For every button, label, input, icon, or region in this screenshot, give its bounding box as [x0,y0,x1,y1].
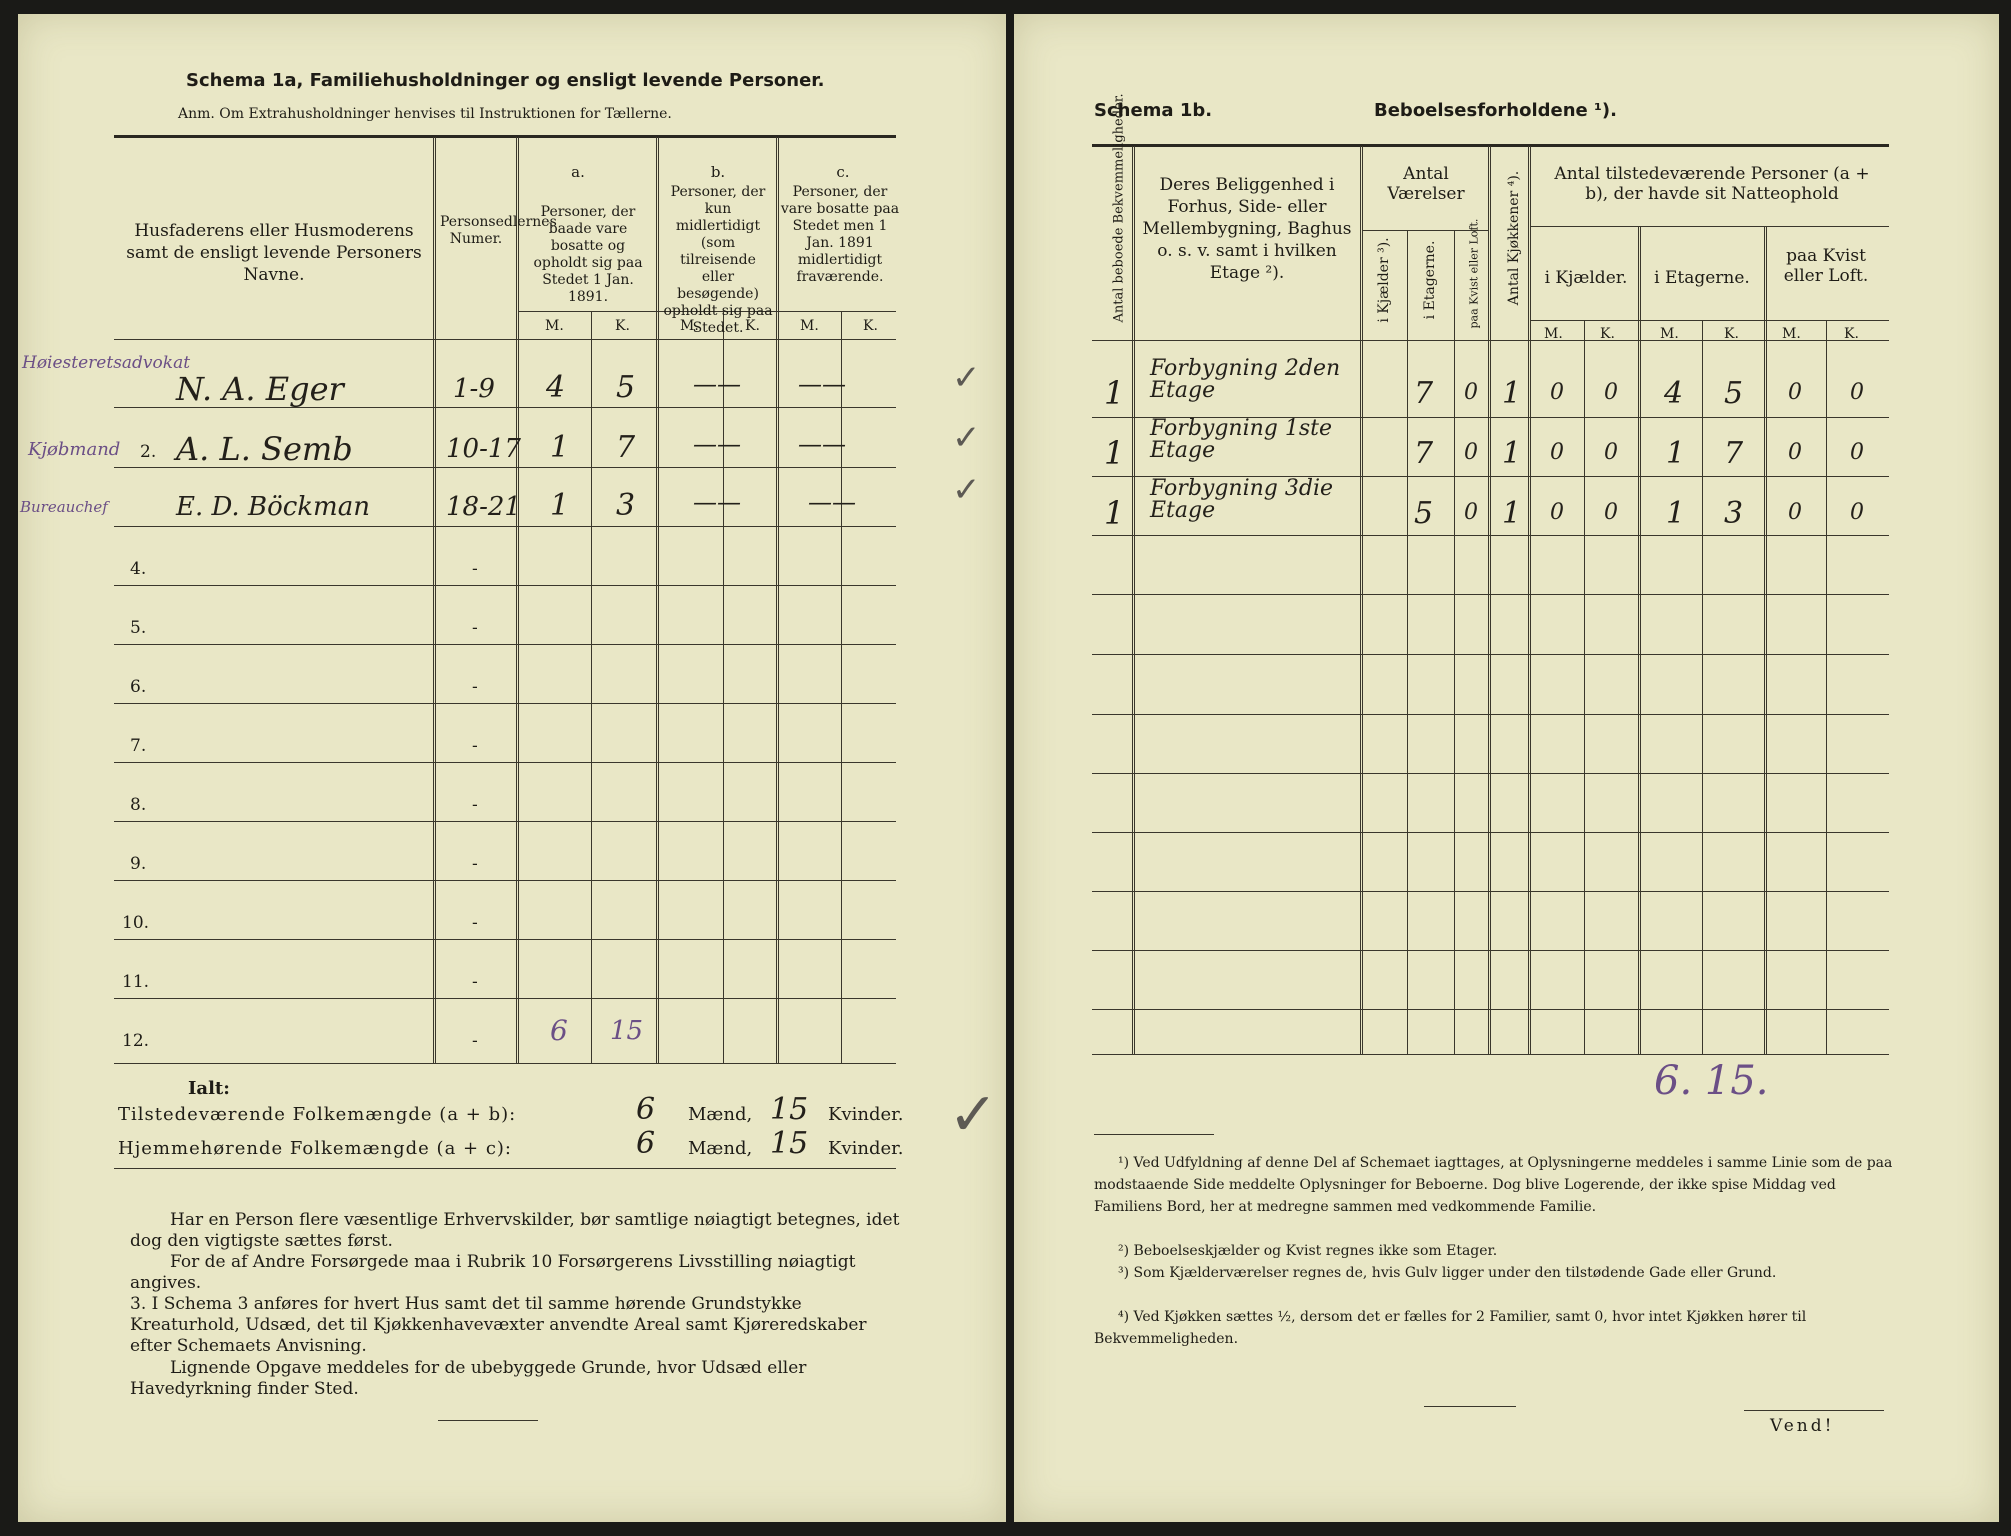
r2-antal: 1 [1104,434,1125,472]
header-a: Personer, der baade vare bosatte og opholdt sig paa Stedet 1 Jan. 1891. [533,204,643,305]
row1-occupation: Høiesteretsadvokat [22,353,191,373]
c-m-label: M. [800,318,819,334]
row3-a-k: 3 [616,488,636,523]
row2-a-k: 7 [616,430,636,465]
row4-numer: - [472,559,478,579]
row3-b: —— [693,488,741,516]
right-page [1014,14,1999,1522]
header-names: Husfaderens eller Husmoderens samt de ensligt levende Personers Navne. [126,221,422,285]
footnote-2: ²) Beboelseskjælder og Kvist regnes ikke som Etager. [1118,1243,1498,1259]
r1-kjokken: 0 [1550,380,1564,405]
row1-numer: 1-9 [453,374,495,404]
r2-et-m: 1 [1666,436,1686,471]
row5-num: 5. [130,618,147,638]
header-kjokkener: Antal Kjøkkener ⁴). [1506,170,1522,306]
r3-etagerne: 0 [1464,500,1478,525]
r1-kjaelder: 7 [1414,376,1434,411]
row7-num: 7. [130,736,147,756]
row11-numer: - [472,972,478,992]
row3-occupation: Bureauchef [20,498,108,516]
footnote-4: ⁴) Ved Kjøkken sættes ½, dersom det er fælles for 2 Familier, samt 0, hvor intet Kjøkken hører til Bekvemmeligheden. [1094,1309,1807,1347]
row6-num: 6. [130,677,147,697]
header-beliggenhed: Deres Beliggenhed i Forhus, Side- eller Mellembygning, Baghus o. s. v. samt i hvilken Etage ²). [1142,175,1352,283]
b-k-label: K. [745,318,760,334]
r2-kjokken: 0 [1550,440,1564,465]
r2-etagerne: 0 [1464,440,1478,465]
r3-beliggenhed: Forbygning 3die Etage [1150,476,1334,523]
hjemme-maend: Mænd, [688,1138,753,1159]
tilstede-label: Tilstedeværende Folkemængde (a + b): [118,1104,517,1125]
hjemme-kvinder: Kvinder. [828,1138,904,1159]
row9-num: 9. [130,854,147,874]
r3-kj-m: 0 [1604,500,1618,525]
footnote-1: ¹) Ved Udfyldning af denne Del af Schemaet iagttages, at Oplysningerne meddeles i samme Linie som de paa modstaaende Side meddelte Oplysninger for Beboerne. Dog blive Logerende, der ikke spise Middag ved Familiens Bord, her at medregne sammen med vedkommende Familie. [1094,1155,1893,1215]
anm-note: Anm. Om Extrahusholdninger henvises til Instruktionen for Tællerne. [178,106,672,122]
header-etagerne: i Etagerne. [1422,240,1438,320]
hjemme-label: Hjemmehørende Folkemængde (a + c): [118,1138,512,1159]
r3-et-k: 3 [1724,496,1744,531]
row12-a-m: 6 [550,1014,568,1047]
r2-kjaelder: 7 [1414,436,1434,471]
footnote-3: ³) Som Kjælderværelser regnes de, hvis Gulv ligger under den tilstødende Gade eller Grund. [1118,1265,1777,1281]
r1-beliggenhed: Forbygning 2den Etage [1150,356,1341,403]
row2-a-m: 1 [550,430,570,465]
row2-numer: 10-17 [446,434,521,464]
tilstede-maend: Mænd, [688,1104,753,1125]
sub-etagerne: i Etagerne. [1654,268,1750,288]
tilstede-k: 15 [770,1092,809,1127]
header-c-letter: c. [836,163,850,181]
row8-num: 8. [130,795,147,815]
r2-beliggenhed: Forbygning 1ste Etage [1150,416,1333,463]
header-tilstede: Antal tilstedeværende Personer (a + b), der havde sit Natteophold [1554,164,1870,204]
r2-kvist: 1 [1502,436,1522,471]
instruction-para-3: 3. I Schema 3 anføres for hvert Hus samt det til samme hørende Grundstykke Kreaturhold, Udsæd, det til Kjøkkenhavevæxter anvendte Areal samt Kjøreredskaber efter Schemaets Anvisning. [130,1294,867,1356]
header-antal-beboede: Antal beboede Bekvemmeligheder. [1111,93,1127,323]
header-kjaelder: i Kjælder ³). [1376,237,1392,323]
r1-kj-m: 0 [1604,380,1618,405]
row3-name: E. D. Böckman [176,492,370,522]
header-kvist: paa Kvist eller Loft. [1467,218,1481,329]
row1-name: N. A. Eger [176,370,344,408]
row10-numer: - [472,913,478,933]
a-m-label: M. [545,318,564,334]
check-mark-icon: ✓ [952,358,981,398]
r1-et-m: 4 [1664,376,1684,411]
r3-kjokken: 0 [1550,500,1564,525]
row6-numer: - [472,677,478,697]
vend-label: Vend! [1770,1416,1835,1436]
instruction-para-1: Har en Person flere væsentlige Erhvervskilder, bør samtlige nøiagtigt betegnes, idet dog den vigtigste sættes først. [130,1210,900,1251]
r1-antal: 1 [1104,374,1125,412]
row7-numer: - [472,736,478,756]
row3-numer: 18-21 [446,492,521,522]
hjemme-k: 15 [770,1126,809,1161]
hjemme-m: 6 [636,1126,656,1161]
b-m-label: M. [680,318,699,334]
row12-num: 12. [122,1031,150,1051]
row3-a-m: 1 [550,488,570,523]
r3-et-m: 1 [1666,496,1686,531]
r1-etagerne: 0 [1464,380,1478,405]
r3-lo-k: 0 [1850,500,1864,525]
ialt-label: Ialt: [188,1078,230,1099]
row1-b: —— [693,370,741,398]
c-k-label: K. [863,318,878,334]
row1-a-m: 4 [546,370,566,405]
r1-lo-k: 0 [1850,380,1864,405]
row12-a-k: 15 [610,1016,644,1046]
r2-et-k: 7 [1724,436,1744,471]
r3-kjaelder: 5 [1414,496,1434,531]
sub-loft: paa Kvist eller Loft. [1783,246,1869,286]
lo-m-label: M. [1782,326,1801,342]
row1-c: —— [798,370,846,398]
header-personsedler: Personsedlernes Numer. [440,214,557,247]
r3-lo-m: 0 [1788,500,1802,525]
row3-c: —— [808,488,856,516]
left-page [18,14,1006,1522]
row2-name: A. L. Semb [176,430,353,468]
r1-kvist: 1 [1502,376,1522,411]
et-m-label: M. [1660,326,1679,342]
row9-numer: - [472,854,478,874]
instruction-para-4: Lignende Opgave meddeles for de ubebyggede Grunde, hvor Udsæd eller Havedyrkning finder Sted. [130,1358,807,1399]
tilstede-kvinder: Kvinder. [828,1104,904,1125]
header-b: Personer, der kun midlertidigt (som tilreisende eller besøgende) opholdt sig paa Stedet. [663,184,773,336]
r3-kvist: 1 [1502,496,1522,531]
row10-num: 10. [122,913,150,933]
r1-lo-m: 0 [1788,380,1802,405]
check-mark-icon: ✓ [952,418,981,458]
check-mark-icon: ✓ [948,1080,999,1150]
schema-1b-subtitle: Beboelsesforholdene ¹). [1374,100,1617,121]
row2-num: 2. [140,442,157,462]
total-note: 6. 15. [1654,1058,1769,1104]
r2-kj-m: 0 [1604,440,1618,465]
kj-m-label: M. [1544,326,1563,342]
row5-numer: - [472,618,478,638]
r2-lo-k: 0 [1850,440,1864,465]
header-a-letter: a. [571,163,585,181]
schema-1b-title: Schema 1b. [1094,100,1213,121]
r1-et-k: 5 [1724,376,1744,411]
header-antal-vaerelser: Antal Værelser [1387,164,1465,204]
r3-antal: 1 [1104,494,1125,532]
header-c: Personer, der vare bosatte paa Stedet men 1 Jan. 1891 midlertidigt fraværende. [780,184,900,285]
kj-k-label: K. [1600,326,1615,342]
row12-numer: - [472,1031,478,1051]
row1-a-k: 5 [616,370,636,405]
check-mark-icon: ✓ [952,470,981,510]
lo-k-label: K. [1844,326,1859,342]
r2-lo-m: 0 [1788,440,1802,465]
sub-kjaelder: i Kjælder. [1544,268,1628,288]
instruction-para-2: For de af Andre Forsørgede maa i Rubrik 10 Forsørgerens Livsstilling nøiagtigt angives. [130,1252,856,1293]
schema-1a-title: Schema 1a, Familiehusholdninger og ensligt levende Personer. [186,70,825,91]
row2-occupation: Kjøbmand [28,439,121,460]
row4-num: 4. [130,559,147,579]
row2-c: —— [798,430,846,458]
header-b-letter: b. [710,163,726,181]
a-k-label: K. [615,318,630,334]
row11-num: 11. [122,972,150,992]
tilstede-m: 6 [636,1092,656,1127]
et-k-label: K. [1724,326,1739,342]
row8-numer: - [472,795,478,815]
row2-b: —— [693,430,741,458]
